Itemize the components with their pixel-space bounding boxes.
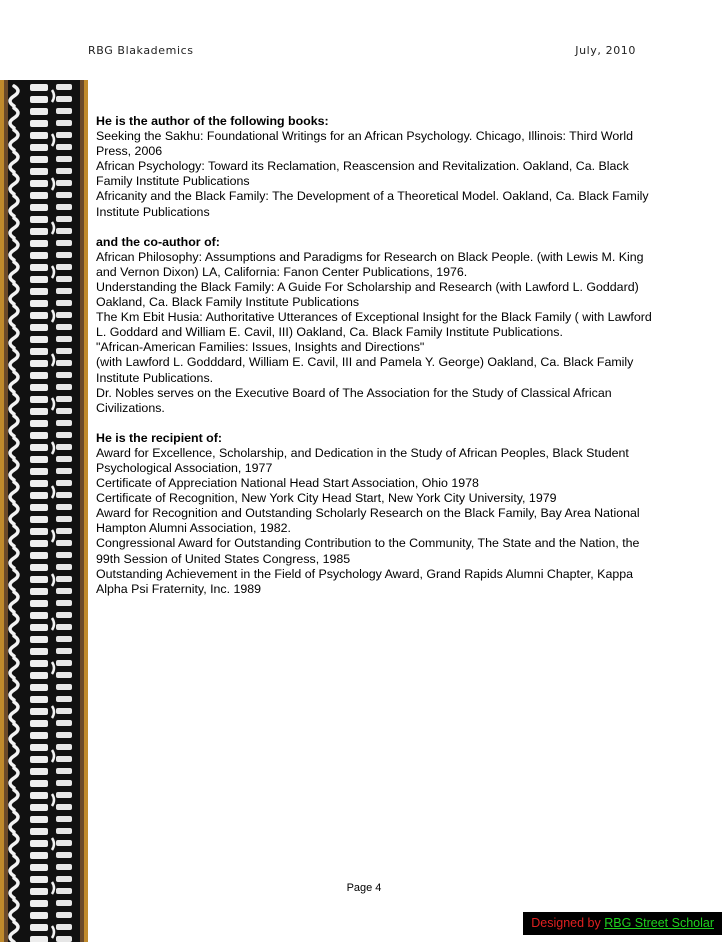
book-item: African Psychology: Toward its Reclamation, Reascension and Revitalization. Oakland, Ca. Black Family Institute Publications (96, 159, 629, 189)
coauthored-item: "African-American Families: Issues, Insights and Directions" (96, 340, 425, 355)
book-item: Seeking the Sakhu: Foundational Writings for an African Psychology. Chicago, Illinois: Third World Press, 2006 (96, 129, 633, 159)
decorative-border (0, 80, 88, 942)
spacer (96, 220, 656, 235)
document-body (96, 114, 656, 597)
designer-credit (523, 912, 722, 935)
coauthor-heading: and the co-author of: (96, 234, 220, 249)
award-item: Award for Excellence, Scholarship, and Dedication in the Study of African Peoples, Black Student Psychological Association, 1977 (96, 445, 629, 475)
coauthored-item: (with Lawford L. Godddard, William E. Cavil, III and Pamela Y. George) Oakland, Ca. Black Family Institute Publications. (96, 355, 634, 385)
spacer (96, 416, 656, 431)
header-date: July, 2010 (575, 44, 636, 57)
coauthored-item: Dr. Nobles serves on the Executive Board of The Association for the Study of Classical African Civilizations. (96, 385, 612, 415)
award-item: Congressional Award for Outstanding Contribution to the Community, The State and the Nation, the 99th Session of United States Congress, 1985 (96, 536, 640, 566)
book-item: Africanity and the Black Family: The Development of a Theoretical Model. Oakland, Ca. Black Family Institute Publications (96, 189, 649, 219)
header-publication: RBG Blakademics (88, 44, 194, 57)
credit-link[interactable]: RBG Street Scholar (604, 916, 714, 930)
mudcloth-pattern-icon (0, 80, 88, 942)
credit-prefix: Designed by (531, 916, 601, 930)
award-item: Certificate of Recognition, New York City Head Start, New York City University, 1979 (96, 491, 557, 506)
award-item: Award for Recognition and Outstanding Scholarly Research on the Black Family, Bay Area National Hampton Alumni Association, 1982. (96, 506, 640, 536)
coauthored-item: The Km Ebit Husia: Authoritative Utterances of Exceptional Insight for the Black Family ( with Lawford L. Goddard and William E. Cavil, III) Oakland, Ca. Black Family Institute Publications. (96, 310, 652, 340)
award-item: Certificate of Appreciation National Head Start Association, Ohio 1978 (96, 476, 479, 491)
books-heading: He is the author of the following books: (96, 114, 329, 128)
award-item: Outstanding Achievement in the Field of Psychology Award, Grand Rapids Alumni Chapter, Kappa Alpha Psi Fraternity, Inc. 1989 (96, 566, 634, 596)
page-number: Page 4 (346, 882, 382, 894)
awards-heading: He is the recipient of: (96, 430, 222, 445)
coauthored-item: Understanding the Black Family: A Guide For Scholarship and Research (with Lawford L. Goddard) Oakland, Ca. Black Family Institute Publications (96, 279, 639, 310)
coauthored-item: African Philosophy: Assumptions and Paradigms for Research on Black People. (with Lewis M. King and Vernon Dixon) LA, California: Fanon Center Publications, 1976. (96, 249, 644, 279)
